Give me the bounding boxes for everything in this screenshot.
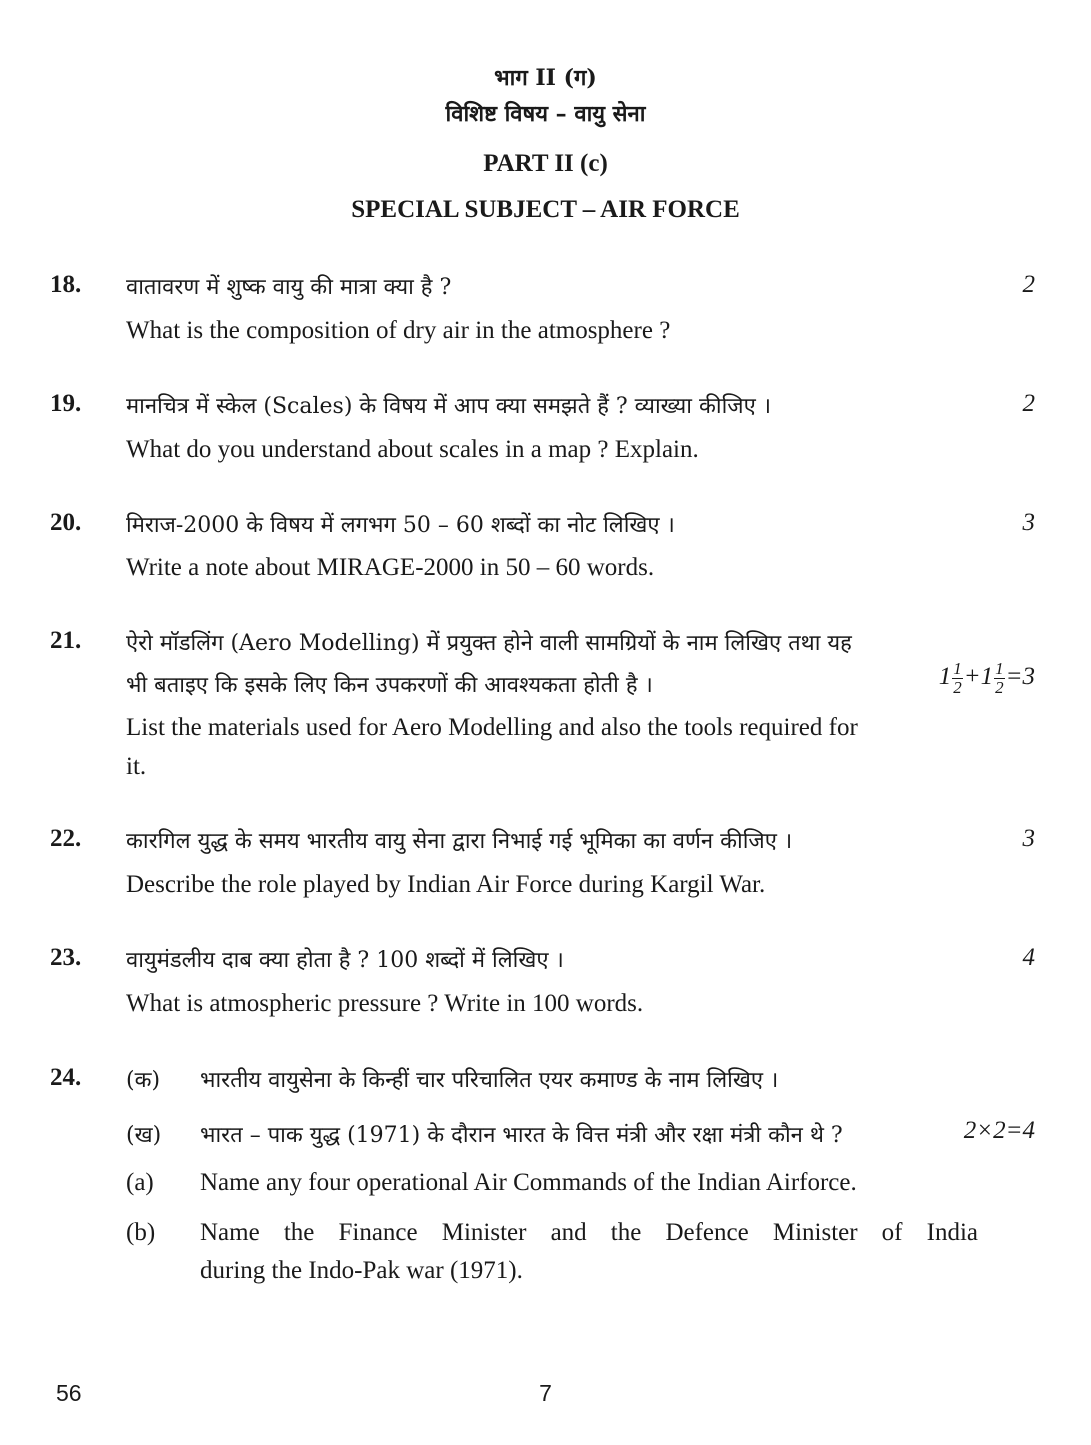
question-number: 18. [50, 271, 82, 298]
question-english-text: List the materials used for Aero Modelling and also the tools required for [126, 714, 858, 741]
page-number: 7 [539, 1380, 552, 1406]
question-marks: 4 [1022, 944, 1035, 971]
question-hindi-text: वायुमंडलीय दाब क्या होता है ? 100 शब्दों में लिखिए । [126, 948, 564, 973]
question-marks: 3 [1022, 825, 1035, 852]
question-number: 21. [50, 627, 82, 654]
question-english-text: Write a note about MIRAGE-2000 in 50 – 60 words. [126, 554, 655, 581]
question-number: 22. [50, 825, 82, 852]
mark-whole: 1 [980, 663, 994, 691]
question-marks [939, 660, 1035, 697]
subpart-label: (b) [126, 1219, 156, 1246]
question-number: 23. [50, 944, 82, 971]
question-marks: 2 [1022, 390, 1035, 417]
part-heading: PART II (c) [483, 150, 608, 177]
hindi-part-heading: भाग II (ग) [494, 65, 597, 91]
question-marks: 2 [1022, 271, 1035, 298]
hindi-subject-heading: विशिष्ट विषय – वायु सेना [445, 101, 646, 127]
mark-fraction: $\frac{1}{2}$ [953, 659, 962, 697]
question-marks: 2×2=4 [963, 1117, 1035, 1144]
paper-code: 56 [56, 1380, 82, 1406]
mark-whole: 1 [938, 663, 952, 691]
question-english-text: it. [126, 753, 147, 780]
question-english-text: Name the Finance Minister and the Defence Minister of India [200, 1219, 978, 1246]
question-english-text: Describe the role played by Indian Air Force during Kargil War. [126, 871, 766, 898]
question-hindi-text: भारत – पाक युद्ध (1971) के दौरान भारत के वित्त मंत्री और रक्षा मंत्री कौन थे ? [200, 1123, 843, 1148]
subpart-label: (ख) [126, 1123, 162, 1148]
question-hindi-text: मानचित्र में स्केल (Scales) के विषय में आप क्या समझते हैं ? व्याख्या कीजिए । [126, 394, 772, 419]
mark-plus: + [963, 663, 981, 691]
question-english-text: What is the composition of dry air in the atmosphere ? [126, 317, 671, 344]
question-english-text: during the Indo-Pak war (1971). [200, 1257, 523, 1284]
question-number: 19. [50, 390, 82, 417]
subject-heading: SPECIAL SUBJECT – AIR FORCE [351, 196, 740, 223]
question-hindi-text: वातावरण में शुष्क वायु की मात्रा क्या है ? [126, 275, 452, 300]
question-english-text: Name any four operational Air Commands of the Indian Airforce. [200, 1169, 857, 1196]
question-number: 24. [50, 1064, 82, 1091]
question-hindi-text: ऐरो मॉडलिंग (Aero Modelling) में प्रयुक्त होने वाली सामग्रियों के नाम लिखिए तथा यह [126, 631, 852, 656]
subpart-label: (क) [126, 1068, 161, 1093]
question-hindi-text: भी बताइए कि इसके लिए किन उपकरणों की आवश्यकता होती है । [126, 673, 653, 698]
question-number: 20. [50, 509, 82, 536]
question-english-text: What do you understand about scales in a map ? Explain. [126, 436, 699, 463]
question-hindi-text: कारगिल युद्ध के समय भारतीय वायु सेना द्वारा निभाई गई भूमिका का वर्णन कीजिए । [126, 829, 793, 854]
question-english-text: What is atmospheric pressure ? Write in 100 words. [126, 990, 644, 1017]
question-hindi-text: भारतीय वायुसेना के किन्हीं चार परिचालित एयर कमाण्ड के नाम लिखिए । [200, 1068, 779, 1093]
question-hindi-text: मिराज-2000 के विषय में लगभग 50 – 60 शब्दों का नोट लिखिए । [126, 513, 675, 538]
mark-fraction: $\frac{1}{2}$ [995, 659, 1004, 697]
mark-total: =3 [1005, 663, 1035, 691]
subpart-label: (a) [126, 1169, 154, 1196]
question-marks: 3 [1022, 509, 1035, 536]
